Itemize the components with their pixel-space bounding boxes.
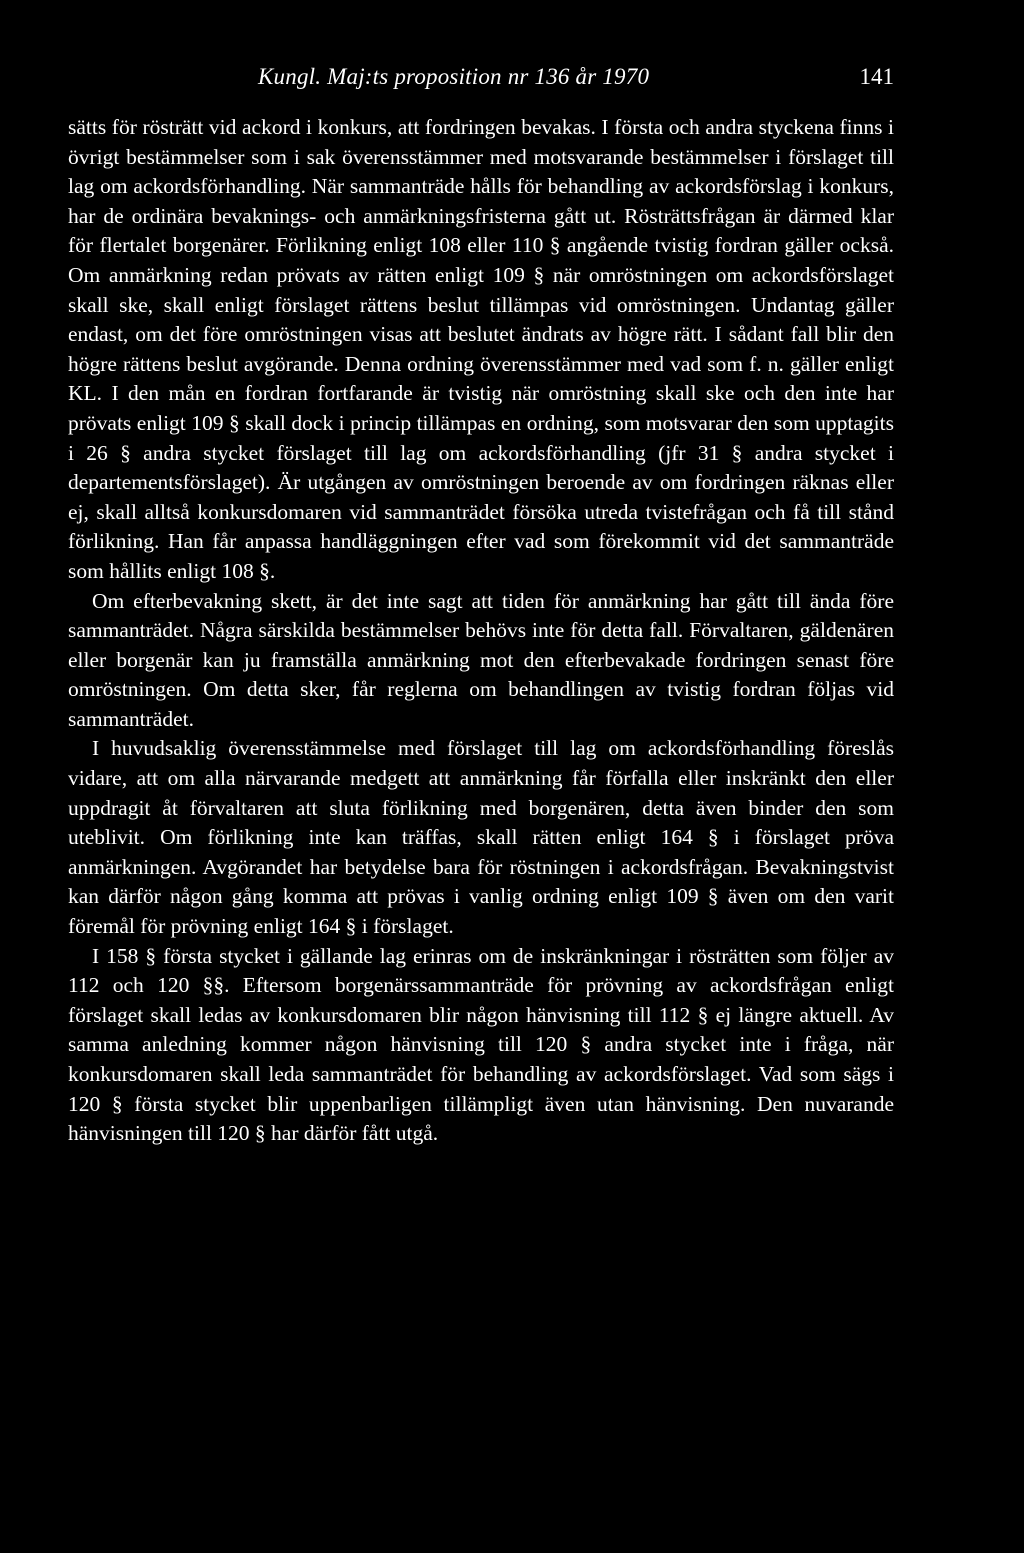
paragraph-3: I huvudsaklig överensstämmelse med förslaget till lag om ackordsförhandling föreslås vidare, att om alla närvarande medgett att anmärkning får förfalla eller inskränkt den eller uppdragit åt förvaltaren att sluta förlikning med borgenären, detta även binder den som uteblivit. Om förlikning inte kan träffas, skall rätten enligt 164 § i förslaget pröva anmärkningen. Avgörandet har betydelse bara för röstningen i ackordsfrågan. Bevakningstvist kan därför någon gång komma att prövas i vanlig ordning enligt 109 § även om den varit föremål för prövning enligt 164 § i förslaget.: [68, 736, 894, 939]
page-number: 141: [859, 64, 894, 89]
page-header: [68, 64, 894, 104]
paragraph-2: Om efterbevakning skett, är det inte sagt att tiden för anmärkning har gått till ända före sammanträdet. Några särskilda bestämmelser behövs inte för detta fall. Förvaltaren, gäldenären eller borgenär kan ju framställa anmärkning mot den efterbevakade fordringen senast före omröstningen. Om detta sker, får reglerna om behandlingen av tvistig fordran följas vid sammanträdet.: [68, 588, 894, 731]
body-text: [68, 113, 894, 1149]
paragraph-1: sätts för rösträtt vid ackord i konkurs, att fordringen bevakas. I första och andra styckena finns i övrigt bestämmelser som i sak överensstämmer med motsvarande bestämmelser i förslaget till lag om ackordsförhandling. När sammanträde hålls för behandling av ackordsförslag i konkurs, har de ordinära bevaknings- och anmärkningsfristerna gått ut. Rösträttsfrågan är därmed klar för flertalet borgenärer. Förlikning enligt 108 eller 110 § angående tvistig fordran gäller också. Om anmärkning redan prövats av rätten enligt 109 § när omröstningen om ackordsförslaget skall ske, skall enligt förslaget rättens beslut tillämpas vid omröstningen. Undantag gäller endast, om det före omröstningen visas att beslutet ändrats av högre rätt. I sådant fall blir den högre rättens beslut avgörande. Denna ordning överensstämmer med vad som f. n. gäller enligt KL. I den mån en fordran fortfarande är tvistig när omröstning skall ske och den inte har prövats enligt 109 § skall dock i princip tillämpas en ordning, som motsvarar den som upptagits i 26 § andra stycket förslaget till lag om ackordsförhandling (jfr 31 § andra stycket i departementsförslaget). Är utgången av omröstningen beroende av om fordringen räknas eller ej, skall alltså konkursdomaren vid sammanträdet försöka utreda tvistefrågan och få till stånd förlikning. Han får anpassa handläggningen efter vad som förekommit vid det sammanträde som hållits enligt 108 §.: [68, 115, 894, 583]
running-title: Kungl. Maj:ts proposition nr 136 år 1970: [258, 64, 650, 89]
paragraph-4: I 158 § första stycket i gällande lag erinras om de inskränkningar i rösträtten som följer av 112 och 120 §§. Eftersom borgenärssammanträde för prövning av ackordsfrågan enligt förslaget skall ledas av konkursdomaren blir någon hänvisning till 112 § ej längre aktuell. Av samma anledning kommer någon hänvisning till 120 § andra stycket inte i fråga, när konkursdomaren skall leda sammanträdet för behandling av ackordsförslaget. Vad som sägs i 120 § första stycket blir uppenbarligen tillämpligt även utan hänvisning. Den nuvarande hänvisningen till 120 § har därför fått utgå.: [68, 943, 894, 1146]
